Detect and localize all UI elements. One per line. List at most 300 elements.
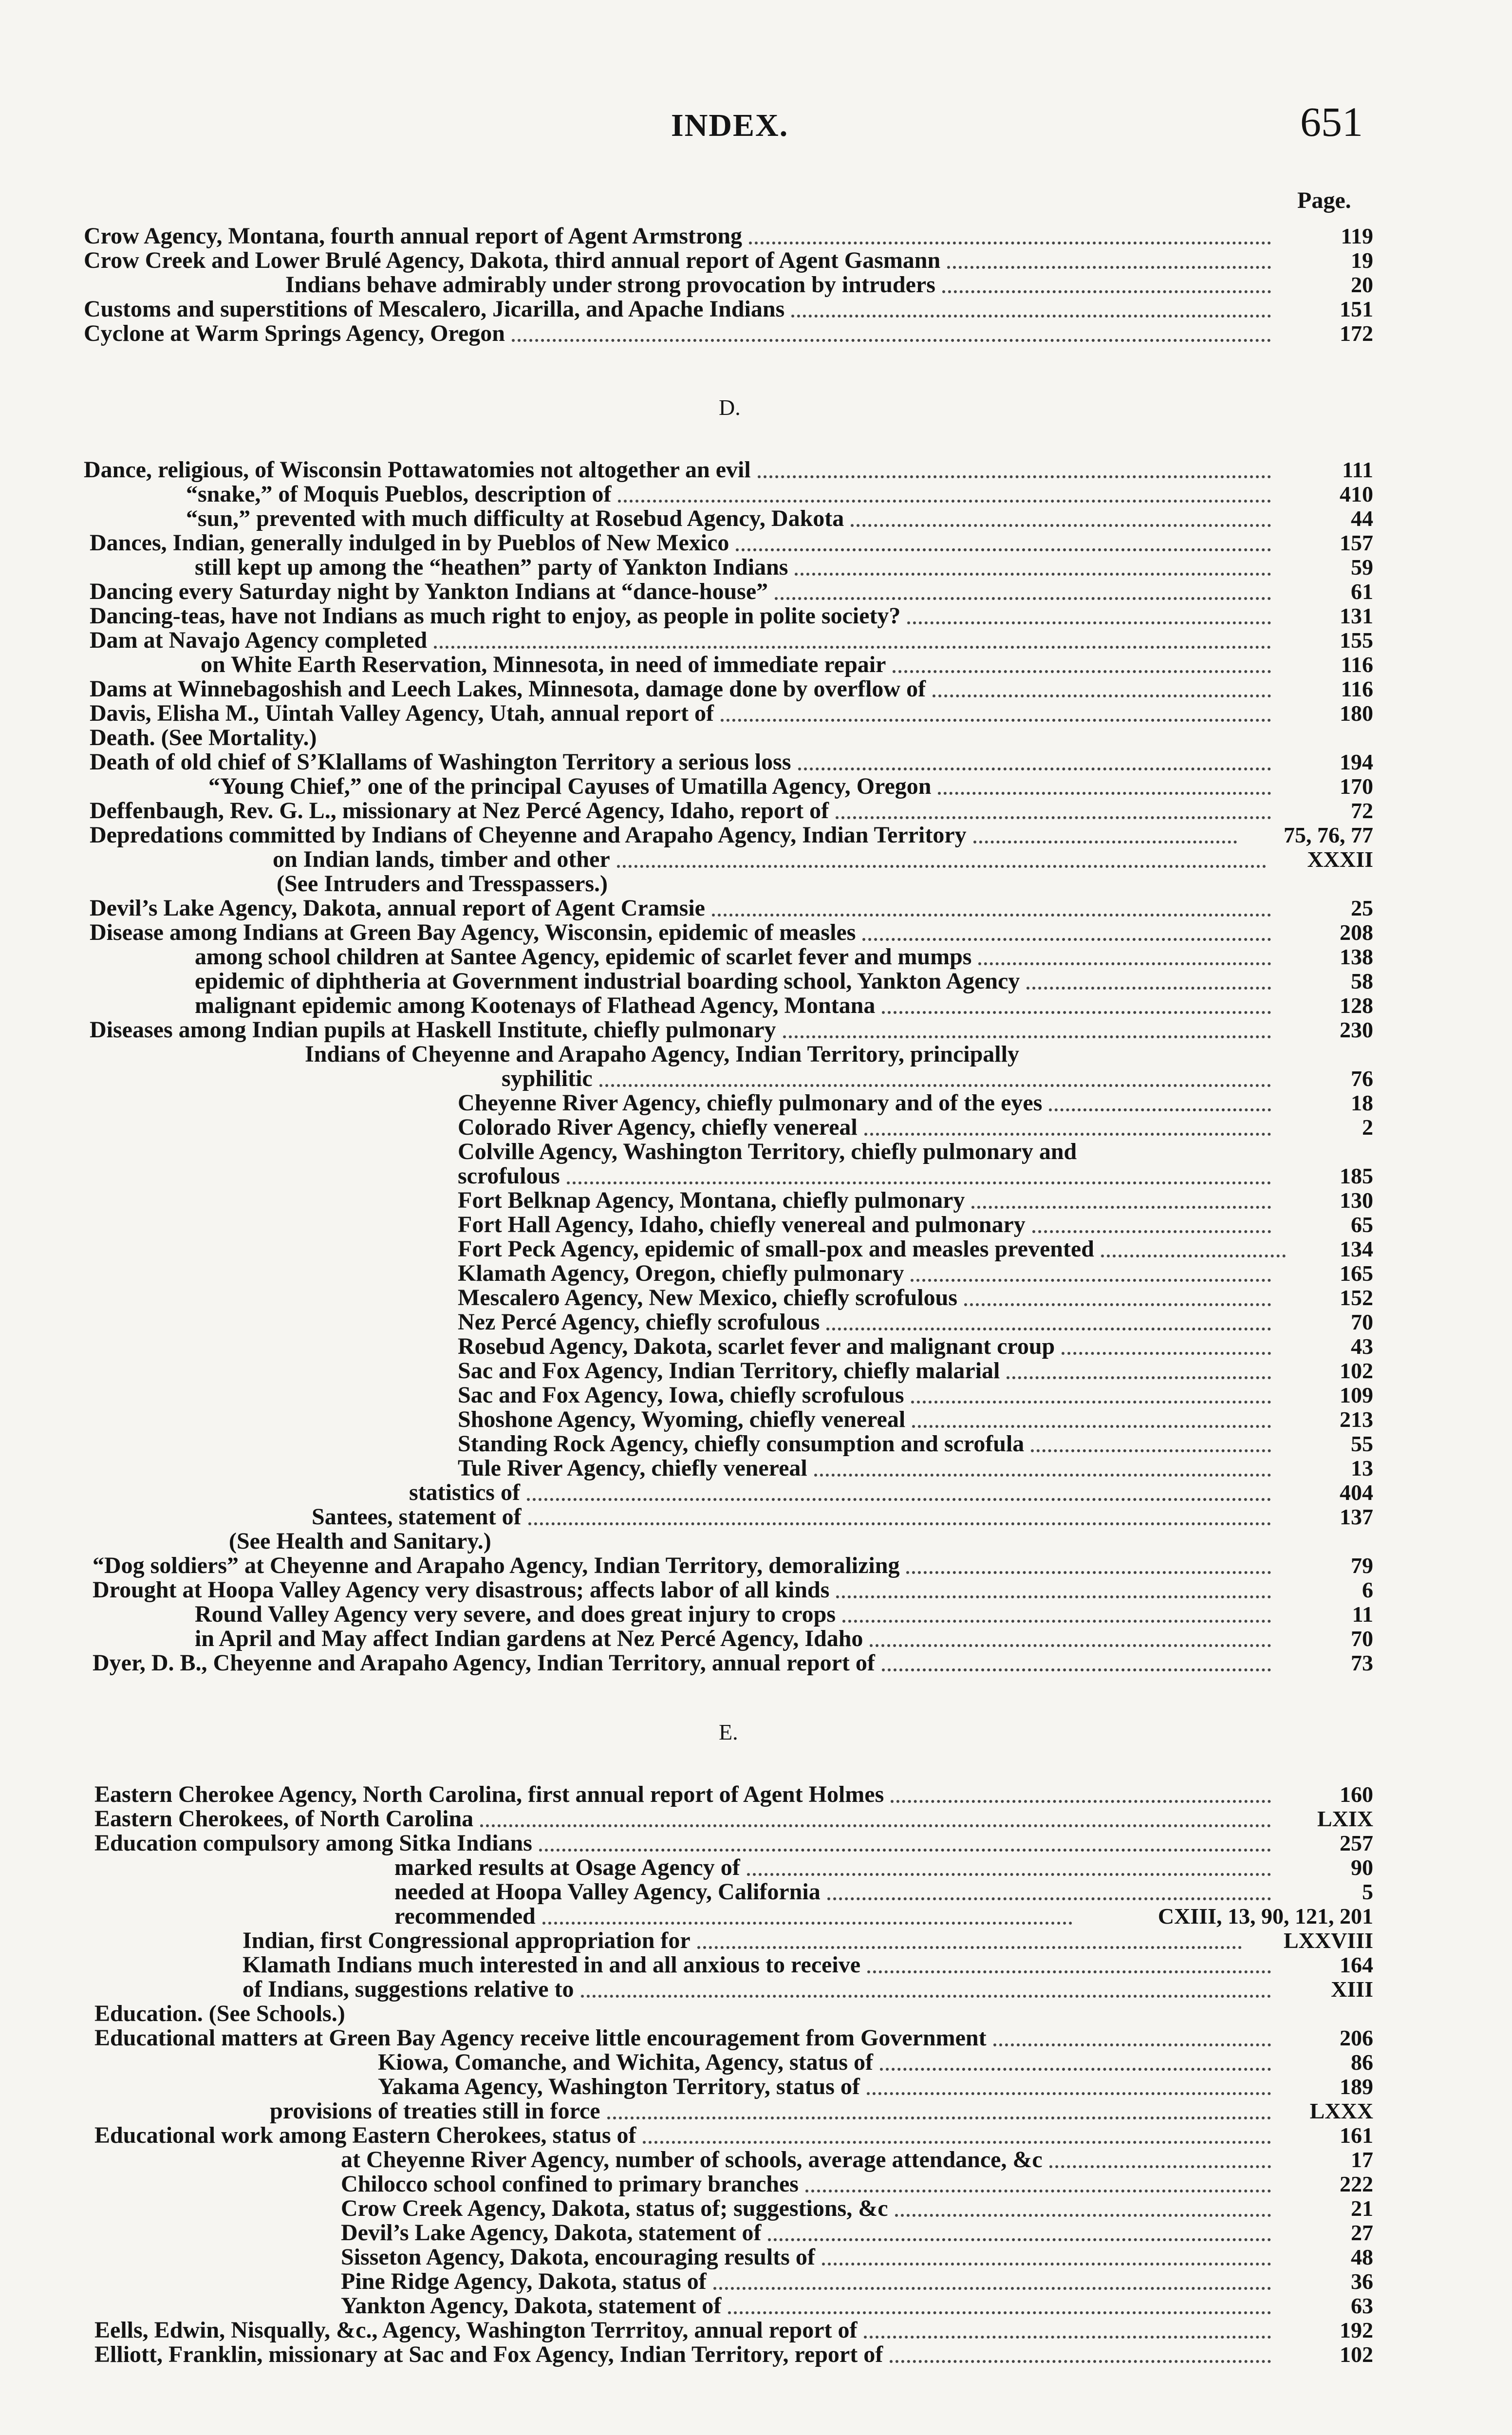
dot-leader: [527, 1498, 1271, 1501]
dot-leader: [567, 1181, 1271, 1184]
index-entry-text: of Indians, suggestions relative to: [243, 1976, 574, 2002]
dot-leader: [791, 315, 1271, 318]
dot-leader: [1049, 2165, 1271, 2168]
index-entry-text: still kept up among the “heathen” party of Yankton Indians: [195, 554, 788, 580]
index-entry: [0, 2172, 1512, 2196]
index-entry-text: Indians of Cheyenne and Arapaho Agency, Indian Territory, principally: [305, 1041, 1019, 1067]
dot-leader: [1032, 1230, 1271, 1233]
index-entry: [0, 1310, 1512, 1334]
dot-leader: [891, 1800, 1271, 1803]
index-entry: [0, 1456, 1512, 1480]
index-entry-page: 160: [1340, 1782, 1373, 1807]
index-entry-page: 48: [1351, 2245, 1373, 2269]
dot-leader: [907, 621, 1271, 624]
dot-leader: [539, 1849, 1271, 1852]
index-entry: [0, 1529, 1512, 1554]
index-entry-text: at Cheyenne River Agency, number of schools, average attendance, &c: [341, 2147, 1043, 2173]
index-entry-page: 61: [1351, 579, 1373, 604]
index-entry-text: Devil’s Lake Agency, Dakota, statement of: [341, 2220, 762, 2246]
index-entry-text: Yakama Agency, Washington Territory, status of: [378, 2074, 860, 2099]
index-entry: [0, 321, 1512, 346]
index-entry: [0, 823, 1512, 847]
dot-leader: [827, 1897, 1271, 1900]
index-entry-text: Mescalero Agency, New Mexico, chiefly scrofulous: [458, 1285, 957, 1311]
index-entry-text: Dams at Winnebagoshish and Leech Lakes, Minnesota, damage done by overflow of: [90, 676, 926, 702]
dot-leader: [822, 2263, 1271, 2266]
index-entry-text: Eastern Cherokees, of North Carolina: [94, 1806, 474, 1832]
index-entry-page: 116: [1341, 676, 1373, 701]
index-entry-page: 128: [1340, 993, 1373, 1018]
dot-leader: [851, 524, 1271, 527]
index-entry: [0, 224, 1512, 248]
index-entry-text: Sac and Fox Agency, Iowa, chiefly scrofulous: [458, 1382, 904, 1408]
index-entry: [0, 896, 1512, 920]
index-entry-page: 102: [1340, 2342, 1373, 2367]
index-entry-text: on Indian lands, timber and other: [273, 846, 610, 872]
index-entry: [0, 847, 1512, 872]
index-entry-page: 119: [1341, 224, 1373, 248]
dot-leader: [713, 2287, 1271, 2290]
index-entry: [0, 993, 1512, 1018]
index-entry: [0, 1407, 1512, 1432]
index-entry: [0, 872, 1512, 896]
index-entry-page: 410: [1340, 482, 1373, 506]
index-entry-page: 208: [1340, 920, 1373, 945]
index-entry-page: 75, 76, 77: [1284, 823, 1373, 847]
index-entry-text: Dyer, D. B., Cheyenne and Arapaho Agency, Indian Territory, annual report of: [93, 1650, 875, 1676]
dot-leader: [795, 573, 1271, 576]
index-entry: [0, 2050, 1512, 2075]
index-entry-text: among school children at Santee Agency, epidemic of scarlet fever and mumps: [195, 944, 972, 970]
index-entry: [0, 1237, 1512, 1261]
dot-leader: [1027, 987, 1271, 990]
index-entry-page: 17: [1351, 2147, 1373, 2172]
dot-leader: [911, 1401, 1271, 1404]
index-entry-page: 404: [1340, 1480, 1373, 1505]
dot-leader: [618, 500, 1271, 503]
index-entry-text: Santees, statement of: [312, 1504, 522, 1530]
index-entry-page: 131: [1340, 603, 1373, 628]
index-entry: [0, 2099, 1512, 2123]
index-entry-page: 44: [1351, 506, 1373, 531]
index-entry-page: LXXVIII: [1283, 1928, 1373, 1953]
index-entry-page: 13: [1351, 1456, 1373, 1480]
index-entry-page: 152: [1340, 1285, 1373, 1310]
index-entry-page: 155: [1340, 628, 1373, 653]
index-entry: [0, 1067, 1512, 1091]
index-entry: [0, 1929, 1512, 1953]
index-entry-text: Education compulsory among Sitka Indians: [94, 1830, 532, 1856]
dot-leader: [964, 1303, 1271, 1306]
index-entry-page: 213: [1340, 1407, 1373, 1432]
index-entry: [0, 482, 1512, 506]
dot-leader: [814, 1474, 1271, 1477]
index-entry-page: 151: [1340, 297, 1373, 321]
index-entry-page: 20: [1351, 272, 1373, 297]
index-entry-text: Rosebud Agency, Dakota, scarlet fever and malignant croup: [458, 1333, 1055, 1359]
index-entry-text: Dances, Indian, generally indulged in by Pueblos of New Mexico: [90, 530, 729, 556]
index-entry: [0, 1782, 1512, 1807]
index-entry-text: Fort Peck Agency, epidemic of small-pox and measles prevented: [458, 1236, 1094, 1262]
index-entry-text: Fort Belknap Agency, Montana, chiefly pulmonary: [458, 1187, 965, 1213]
index-entry: [0, 2075, 1512, 2099]
page-column-label: Page.: [1297, 187, 1351, 213]
index-entry-page: 65: [1351, 1212, 1373, 1237]
dot-leader: [542, 1922, 1072, 1925]
index-entry-page: 206: [1340, 2025, 1373, 2050]
index-entry: [0, 555, 1512, 580]
index-entry: [0, 1880, 1512, 1904]
index-entry-page: 79: [1351, 1553, 1373, 1578]
dot-leader: [617, 865, 1266, 868]
index-entry-page: 109: [1340, 1383, 1373, 1407]
index-entry-page: 72: [1351, 798, 1373, 823]
index-entry-page: LXIX: [1317, 1806, 1373, 1831]
index-entry-text: “snake,” of Moquis Pueblos, description of: [186, 481, 612, 507]
index-entry: [0, 1432, 1512, 1456]
index-entry: [0, 1505, 1512, 1529]
dot-leader: [938, 792, 1271, 795]
index-entry: [0, 701, 1512, 726]
dot-leader: [836, 1595, 1271, 1598]
index-entry: [0, 1164, 1512, 1188]
index-entry-text: Kiowa, Comanche, and Wichita, Agency, status of: [378, 2049, 873, 2075]
dot-leader: [870, 1644, 1271, 1647]
index-entry-text: Sisseton Agency, Dakota, encouraging results of: [341, 2244, 815, 2270]
dot-leader: [528, 1522, 1271, 1525]
dot-leader: [1049, 1108, 1271, 1111]
index-entry-text: Drought at Hoopa Valley Agency very disastrous; affects labor of all kinds: [93, 1577, 830, 1603]
dot-leader: [842, 1620, 1271, 1623]
index-entry-page: 180: [1340, 701, 1373, 726]
index-entry-text: Colville Agency, Washington Territory, chiefly pulmonary and: [458, 1139, 1077, 1164]
index-entry-page: 111: [1342, 457, 1373, 482]
index-entry-text: Elliott, Franklin, missionary at Sac and Fox Agency, Indian Territory, report of: [94, 2341, 883, 2367]
index-entry-text: recommended: [394, 1903, 536, 1929]
index-entry-text: Sac and Fox Agency, Indian Territory, chiefly malarial: [458, 1358, 1000, 1384]
index-entry: [0, 1042, 1512, 1067]
dot-leader: [890, 2360, 1271, 2363]
index-entry: [0, 2245, 1512, 2269]
index-entry-page: 90: [1351, 1855, 1373, 1880]
dot-leader: [867, 1970, 1271, 1973]
index-entry-text: in April and May affect Indian gardens at Nez Percé Agency, Idaho: [195, 1626, 863, 1651]
index-entry-page: 137: [1340, 1504, 1373, 1529]
index-entry: [0, 248, 1512, 273]
index-entry-text: Colorado River Agency, chiefly venereal: [458, 1114, 858, 1140]
dot-leader: [864, 1133, 1271, 1136]
index-entry: [0, 1286, 1512, 1310]
index-entry: [0, 1578, 1512, 1602]
dot-leader: [581, 1995, 1271, 1998]
dot-leader: [783, 1035, 1271, 1038]
dot-leader: [882, 1011, 1271, 1014]
dot-leader: [768, 2238, 1271, 2241]
index-entry: [0, 750, 1512, 774]
index-entry-page: 63: [1351, 2293, 1373, 2318]
index-entry-text: Tule River Agency, chiefly venereal: [458, 1455, 807, 1481]
dot-leader: [434, 646, 1271, 649]
dot-leader: [728, 2311, 1271, 2314]
index-entry: [0, 945, 1512, 969]
index-entry: [0, 1018, 1512, 1042]
index-entry-page: 116: [1341, 652, 1373, 677]
index-entry: [0, 2026, 1512, 2050]
index-entry-text: Yankton Agency, Dakota, statement of: [341, 2293, 722, 2319]
index-entry: [0, 653, 1512, 677]
index-entry-page: 185: [1340, 1163, 1373, 1188]
index-entry: [0, 1554, 1512, 1578]
dot-leader: [993, 2043, 1271, 2046]
index-entry-page: CXIII, 13, 90, 121, 201: [1157, 1904, 1373, 1929]
index-entry-page: 189: [1340, 2074, 1373, 2099]
dot-leader: [1062, 1352, 1271, 1355]
index-entry-text: statistics of: [409, 1480, 520, 1505]
dot-leader: [867, 2092, 1271, 2095]
index-entry-page: 19: [1351, 248, 1373, 273]
index-entry: [0, 726, 1512, 750]
dot-leader: [882, 1668, 1271, 1671]
index-entry-text: Chilocco school confined to primary branches: [341, 2171, 799, 2197]
index-entry-text: Deffenbaugh, Rev. G. L., missionary at Nez Percé Agency, Idaho, report of: [90, 798, 829, 824]
index-entry-page: 165: [1340, 1261, 1373, 1286]
dot-leader: [758, 475, 1271, 478]
index-entry-page: 18: [1351, 1090, 1373, 1115]
index-entry: [0, 1359, 1512, 1383]
index-entry: [0, 1855, 1512, 1880]
dot-leader: [749, 242, 1271, 244]
index-entry: [0, 1831, 1512, 1855]
index-entry-text: Eells, Edwin, Nisqually, &c., Agency, Washington Terrritoy, annual report of: [94, 2317, 858, 2343]
index-entry: [0, 2294, 1512, 2318]
index-entry: [0, 2342, 1512, 2367]
dot-leader: [933, 694, 1271, 697]
index-entry-text: on White Earth Reservation, Minnesota, in need of immediate repair: [201, 652, 886, 677]
dot-leader: [971, 1206, 1271, 1209]
index-entry-page: 194: [1340, 749, 1373, 774]
index-entry: [0, 1213, 1512, 1237]
dot-leader: [643, 2141, 1271, 2144]
index-entry-text: Disease among Indians at Green Bay Agency, Wisconsin, epidemic of measles: [90, 919, 856, 945]
index-entry-text: Crow Creek and Lower Brulé Agency, Dakota, third annual report of Agent Gasmann: [84, 247, 941, 273]
index-entry-text: provisions of treaties still in force: [270, 2098, 600, 2124]
index-entry-text: (See Intruders and Tresspassers.): [277, 871, 608, 897]
index-entry-page: 5: [1362, 1879, 1373, 1904]
dot-leader: [607, 2117, 1271, 2119]
dot-leader: [1031, 1449, 1271, 1452]
index-entry: [0, 2196, 1512, 2221]
index-entry-text: scrofulous: [458, 1163, 560, 1189]
dot-leader: [1101, 1255, 1286, 1257]
index-entry: [0, 2002, 1512, 2026]
index-entry: [0, 2269, 1512, 2294]
dot-leader: [942, 290, 1271, 293]
index-entry-text: malignant epidemic among Kootenays of Flathead Agency, Montana: [195, 993, 876, 1018]
dot-leader: [836, 816, 1271, 819]
index-entry-page: 70: [1351, 1310, 1373, 1334]
dot-leader: [864, 2336, 1271, 2339]
index-entry: [0, 531, 1512, 555]
index-entry-page: 157: [1340, 530, 1373, 555]
dot-leader: [480, 1824, 1271, 1827]
index-entry-page: 170: [1340, 774, 1373, 799]
index-entry: [0, 580, 1512, 604]
index-entry-text: Education. (See Schools.): [94, 2001, 345, 2026]
dot-leader: [912, 1425, 1271, 1428]
index-entry-page: 76: [1351, 1066, 1373, 1091]
index-entry: [0, 1953, 1512, 1977]
index-entry: [0, 969, 1512, 993]
index-entry-page: 21: [1351, 2196, 1373, 2221]
index-entry-page: 11: [1352, 1602, 1373, 1627]
index-entry-page: 43: [1351, 1334, 1373, 1359]
index-entry-text: Educational work among Eastern Cherokees, status of: [94, 2122, 636, 2148]
index-entry: [0, 920, 1512, 945]
dot-leader: [599, 1084, 1271, 1087]
index-entry: [0, 677, 1512, 701]
index-entry-text: Cheyenne River Agency, chiefly pulmonary and of the eyes: [458, 1090, 1043, 1116]
index-entry-page: 6: [1362, 1577, 1373, 1602]
index-entry-text: (See Health and Sanitary.): [229, 1528, 491, 1554]
index-entry-text: Crow Agency, Montana, fourth annual report of Agent Armstrong: [84, 223, 743, 249]
index-entry-text: Depredations committed by Indians of Cheyenne and Arapaho Agency, Indian Territory: [90, 822, 967, 848]
index-entry-page: 27: [1351, 2220, 1373, 2245]
index-entry-text: syphilitic: [502, 1066, 593, 1091]
index-entry-page: 59: [1351, 555, 1373, 580]
dot-leader: [862, 938, 1271, 941]
index-entry: [0, 1261, 1512, 1286]
index-entry: [0, 297, 1512, 321]
index-entry: [0, 1188, 1512, 1213]
index-entry-page: 36: [1351, 2269, 1373, 2294]
index-entry-text: epidemic of diphtheria at Government industrial boarding school, Yankton Agency: [195, 968, 1020, 994]
dot-leader: [721, 719, 1271, 722]
index-entry: [0, 1627, 1512, 1651]
index-entry-text: Eastern Cherokee Agency, North Carolina, first annual report of Agent Holmes: [94, 1781, 884, 1807]
index-entry: [0, 2123, 1512, 2148]
dot-leader: [826, 1328, 1271, 1330]
index-entry-text: Klamath Agency, Oregon, chiefly pulmonary: [458, 1260, 904, 1286]
index-entry: [0, 2148, 1512, 2172]
index-entry-text: Death of old chief of S’Klallams of Washington Territory a serious loss: [90, 749, 791, 775]
section-letter-e: E.: [719, 1720, 738, 1744]
dot-leader: [893, 670, 1271, 673]
dot-leader: [906, 1571, 1271, 1574]
index-entry-page: 73: [1351, 1650, 1373, 1675]
dot-leader: [747, 1873, 1271, 1876]
index-entry-page: 164: [1340, 1952, 1373, 1977]
index-entry-page: 230: [1340, 1017, 1373, 1042]
index-entry-page: 86: [1351, 2050, 1373, 2075]
index-entry-page: 134: [1340, 1236, 1373, 1261]
index-entry: [0, 799, 1512, 823]
index-entry: [0, 2221, 1512, 2245]
index-entry-page: XXXII: [1307, 847, 1373, 872]
dot-leader: [736, 548, 1271, 551]
index-entry: [0, 1904, 1512, 1929]
section-letter-d: D.: [719, 395, 741, 420]
index-entry: [0, 1091, 1512, 1115]
index-entry-text: Klamath Indians much interested in and all anxious to receive: [243, 1952, 860, 1978]
page-number: 651: [1300, 98, 1363, 145]
index-entry: [0, 2318, 1512, 2342]
index-entry-page: 222: [1340, 2172, 1373, 2196]
index-entry-text: Pine Ridge Agency, Dakota, status of: [341, 2268, 707, 2294]
index-entry: [0, 774, 1512, 799]
index-entry-page: 58: [1351, 969, 1373, 993]
index-entry-text: Death. (See Mortality.): [90, 725, 317, 750]
index-entry-text: Educational matters at Green Bay Agency receive little encouragement from Government: [94, 2025, 987, 2051]
index-entry-page: 25: [1351, 896, 1373, 920]
index-entry: [0, 1807, 1512, 1831]
page-title: INDEX.: [671, 108, 789, 143]
dot-leader: [911, 1279, 1271, 1282]
index-entry-text: needed at Hoopa Valley Agency, California: [394, 1879, 821, 1905]
index-entry-page: 70: [1351, 1626, 1373, 1651]
index-entry-text: Cyclone at Warm Springs Agency, Oregon: [84, 320, 505, 346]
index-entry-page: 102: [1340, 1358, 1373, 1383]
index-entry-text: Standing Rock Agency, chiefly consumption and scrofula: [458, 1431, 1025, 1457]
index-entry-text: Dance, religious, of Wisconsin Pottawatomies not altogether an evil: [84, 457, 751, 483]
dot-leader: [798, 768, 1271, 770]
index-entry-page: 138: [1340, 944, 1373, 969]
index-entry-text: Dancing every Saturday night by Yankton Indians at “dance-house”: [90, 579, 768, 604]
index-entry: [0, 1383, 1512, 1407]
index-entry-page: 257: [1340, 1831, 1373, 1855]
dot-leader: [712, 914, 1271, 917]
index-entry: [0, 506, 1512, 531]
index-entry-page: 172: [1340, 321, 1373, 346]
index-entry-text: Indian, first Congressional appropriation for: [243, 1928, 691, 1953]
index-entry-text: Crow Creek Agency, Dakota, status of; suggestions, &c: [341, 2195, 888, 2221]
index-entry-text: Nez Percé Agency, chiefly scrofulous: [458, 1309, 820, 1335]
index-entry-page: 192: [1340, 2318, 1373, 2342]
index-entry-text: Devil’s Lake Agency, Dakota, annual report of Agent Cramsie: [90, 895, 705, 921]
index-entry-page: 130: [1340, 1188, 1373, 1213]
index-entry: [0, 458, 1512, 482]
index-entry-text: Dam at Navajo Agency completed: [90, 627, 428, 653]
index-entry-page: LXXX: [1309, 2098, 1373, 2123]
index-entry-text: Round Valley Agency very severe, and does great injury to crops: [195, 1601, 836, 1627]
index-entry-page: 2: [1362, 1115, 1373, 1140]
index-entry-text: Diseases among Indian pupils at Haskell Institute, chiefly pulmonary: [90, 1017, 776, 1043]
dot-leader: [880, 2068, 1271, 2071]
index-entry-text: marked results at Osage Agency of: [394, 1854, 740, 1880]
index-entry: [0, 273, 1512, 297]
dot-leader: [805, 2190, 1271, 2192]
dot-leader: [512, 339, 1271, 342]
index-entry: [0, 1140, 1512, 1164]
index-entry-text: Indians behave admirably under strong provocation by intruders: [285, 272, 935, 298]
index-entry-text: Shoshone Agency, Wyoming, chiefly venereal: [458, 1406, 906, 1432]
index-entry: [0, 1651, 1512, 1675]
index-entry: [0, 628, 1512, 653]
index-entry: [0, 1480, 1512, 1505]
index-entry-text: “Young Chief,” one of the principal Cayuses of Umatilla Agency, Oregon: [208, 773, 932, 799]
index-entry-page: XIII: [1331, 1977, 1373, 2002]
index-entry: [0, 1115, 1512, 1140]
index-entry: [0, 1602, 1512, 1627]
index-entry-text: “Dog soldiers” at Cheyenne and Arapaho Agency, Indian Territory, demoralizing: [93, 1553, 900, 1578]
index-entry-text: Davis, Elisha M., Uintah Valley Agency, Utah, annual report of: [90, 700, 714, 726]
index-entry: [0, 1977, 1512, 2002]
index-entry-page: 161: [1340, 2123, 1373, 2148]
dot-leader: [1007, 1376, 1271, 1379]
index-entry: [0, 604, 1512, 628]
index-entry-text: “sun,” prevented with much difficulty at Rosebud Agency, Dakota: [186, 506, 844, 531]
dot-leader: [947, 266, 1271, 269]
dot-leader: [775, 597, 1271, 600]
